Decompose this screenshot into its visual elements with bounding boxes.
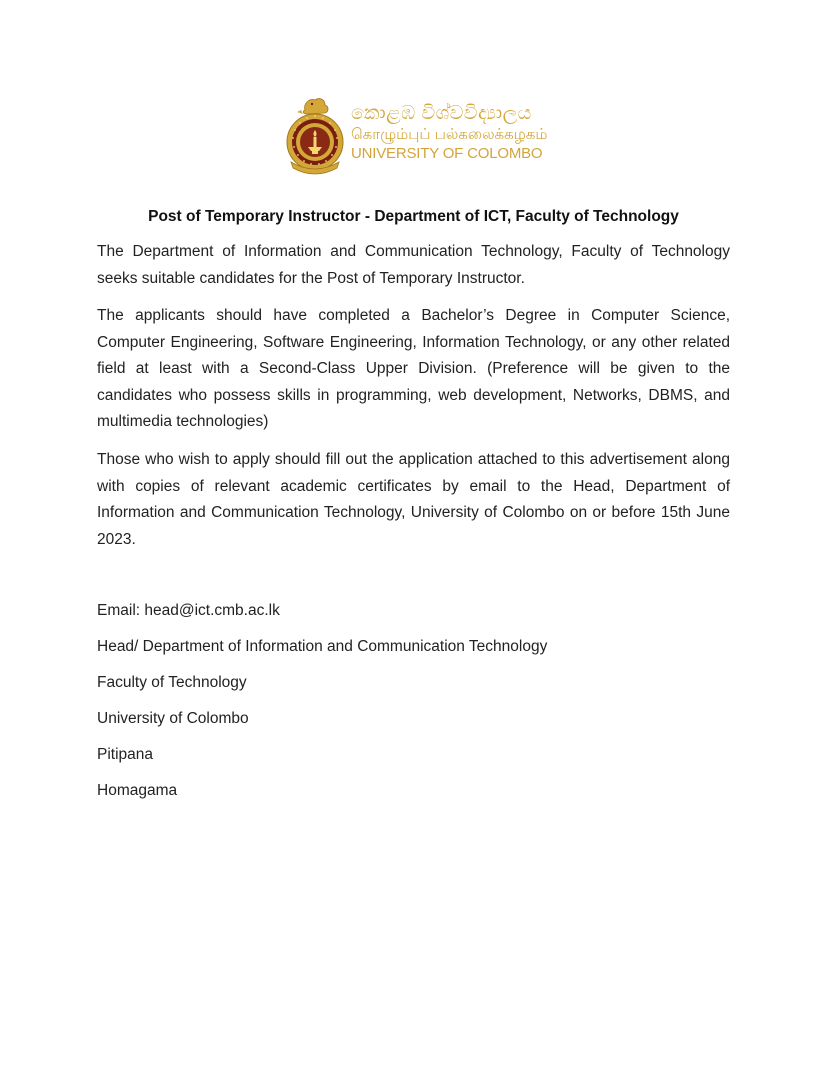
contact-block — [97, 600, 730, 816]
page-title: Post of Temporary Instructor - Department of ICT, Faculty of Technology — [148, 208, 679, 225]
paragraph-requirements: The applicants should have completed a Bachelor’s Degree in Computer Science, Computer Engineering, Software Engineering, Information Technology, or any other related field at least with a Second-Class Upper Division. (Preference will be given to the candidates who possess skills in programming, web development, Networks, DBMS, and multimedia technologies) — [97, 307, 730, 430]
university-name-english: UNIVERSITY OF COLOMBO — [351, 145, 543, 162]
contact-email: Email: head@ict.cmb.ac.lk — [97, 602, 280, 619]
contact-line-university: University of Colombo — [97, 710, 249, 727]
contact-line-city: Pitipana — [97, 746, 154, 763]
university-name-sinhala: කොළඹ විශ්වවිද්‍යාලය — [351, 103, 532, 124]
contact-line-head: Head/ Department of Information and Communication Technology — [97, 638, 548, 655]
university-crest-icon — [283, 96, 347, 176]
university-name — [351, 103, 548, 164]
university-logo — [283, 96, 548, 176]
contact-line-faculty: Faculty of Technology — [97, 674, 247, 691]
contact-line-town: Homagama — [97, 782, 178, 799]
university-name-tamil: கொழும்புப் பல்கலைக்கழகம் — [351, 126, 548, 143]
paragraph-application: Those who wish to apply should fill out the application attached to this advertisement along with copies of relevant academic certificates by email to the Head, Department of Information and Communication Technology, University of Colombo on or before 15th June 2023. — [97, 451, 730, 548]
paragraph-intro: The Department of Information and Communication Technology, Faculty of Technology seeks suitable candidates for the Post of Temporary Instructor. — [97, 243, 730, 287]
